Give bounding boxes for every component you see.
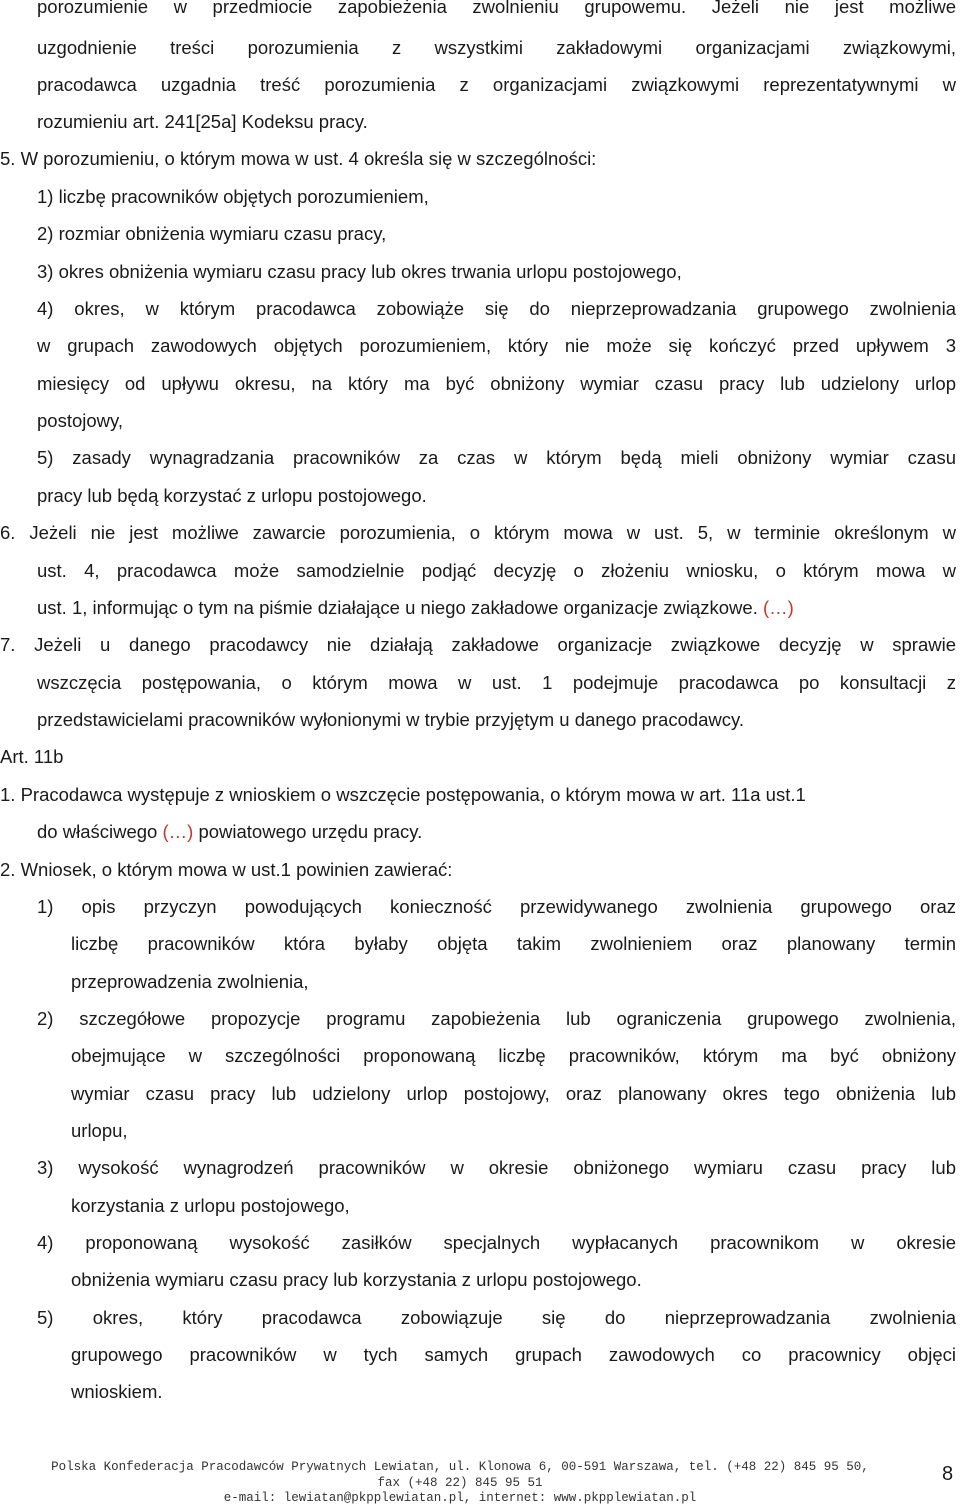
text-line: przeprowadzenia zwolnienia,	[71, 971, 309, 992]
text-segment: ust. 1, informując o tym na piśmie działające u niego zakładowe organizacje związkowe.	[37, 597, 758, 618]
text-line: rozumieniu art. 241[25a] Kodeksu pracy.	[37, 111, 368, 132]
omission-marker: (…)	[762, 597, 794, 618]
list-item: 3) wysokość wynagrodzeń pracowników w okresie obniżonego wymiaru czasu pracy lub	[37, 1157, 956, 1178]
text-line: przedstawicielami pracowników wyłonionymi w trybie przyjętym u danego pracodawcy.	[37, 709, 745, 730]
list-item: 5) okres, który pracodawca zobowiązuje się do nieprzeprowadzania zwolnienia	[37, 1307, 956, 1328]
text-line: obejmujące w szczególności proponowaną liczbę pracowników, którym ma być obniżony	[71, 1045, 956, 1066]
text-line: ust. 4, pracodawca może samodzielnie podjąć decyzję o złożeniu wniosku, o którym mowa w	[37, 560, 956, 581]
text-line: wszczęcia postępowania, o którym mowa w ust. 1 podejmuje pracodawca po konsultacji z	[37, 672, 956, 693]
footer-contact: e-mail: lewiatan@pkpplewiatan.pl, internet: www.pkpplewiatan.pl	[223, 1491, 697, 1505]
section-6-text: 6. Jeżeli nie jest możliwe zawarcie porozumienia, o którym mowa w ust. 5, w terminie określonym w	[0, 522, 956, 543]
article-heading: Art. 11b	[0, 746, 64, 767]
text-line: pracodawca uzgadnia treść porozumienia z organizacjami związkowymi reprezentatywnymi w	[37, 74, 956, 95]
text-line: porozumienie w przedmiocie zapobieżenia zwolnieniu grupowemu. Jeżeli nie jest możliwe	[37, 0, 956, 17]
text-line: urlopu,	[71, 1120, 128, 1141]
section-7-text: 7. Jeżeli u danego pracodawcy nie działają zakładowe organizacje związkowe decyzję w sprawie	[0, 634, 956, 655]
list-item: 4) okres, w którym pracodawca zobowiąże się do nieprzeprowadzania grupowego zwolnienia	[37, 298, 956, 319]
text-line: wymiar czasu pracy lub udzielony urlop postojowy, oraz planowany okres tego obniżenia lub	[71, 1083, 956, 1104]
text-line: w grupach zawodowych objętych porozumieniem, który nie może się kończyć przed upływem 3	[37, 335, 956, 356]
text-line	[37, 821, 422, 843]
list-item: 5) zasady wynagradzania pracowników za czas w którym będą mieli obniżony wymiar czasu	[37, 447, 956, 468]
section-5-heading: 5. W porozumieniu, o którym mowa w ust. 4 określa się w szczególności:	[0, 148, 597, 169]
list-item: 2) rozmiar obniżenia wymiaru czasu pracy,	[37, 223, 387, 244]
footer-fax: fax (+48 22) 845 95 51	[377, 1475, 543, 1490]
text-segment: powiatowego urzędu pracy.	[198, 821, 423, 842]
list-item: 3) okres obniżenia wymiaru czasu pracy lub okres trwania urlopu postojowego,	[37, 261, 682, 282]
text-line: obniżenia wymiaru czasu pracy lub korzystania z urlopu postojowego.	[71, 1269, 642, 1290]
text-line: korzystania z urlopu postojowego,	[71, 1195, 350, 1216]
page-footer	[0, 1460, 920, 1507]
text-line: grupowego pracowników w tych samych grupach zawodowych co pracownicy objęci	[71, 1344, 956, 1365]
list-item: 1) opis przyczyn powodujących konieczność przewidywanego zwolnienia grupowego oraz	[37, 896, 956, 917]
text-line: miesięcy od upływu okresu, na który ma być obniżony wymiar czasu pracy lub udzielony urlop	[37, 373, 956, 394]
article-item: 2. Wniosek, o którym mowa w ust.1 powinien zawierać:	[0, 859, 453, 880]
text-line	[37, 597, 794, 619]
article-item: 1. Pracodawca występuje z wnioskiem o wszczęcie postępowania, o którym mowa w art. 11a ust.1	[0, 784, 806, 805]
footer-address: Polska Konfederacja Pracodawców Prywatnych Lewiatan, ul. Klonowa 6, 00-591 Warszawa, tel. (+48 22) 845 95 50,	[51, 1460, 869, 1474]
list-item: 2) szczegółowe propozycje programu zapobieżenia lub ograniczenia grupowego zwolnienia,	[37, 1008, 956, 1029]
text-line: pracy lub będą korzystać z urlopu postojowego.	[37, 485, 427, 506]
page-number: 8	[942, 1463, 954, 1485]
text-line: wnioskiem.	[71, 1381, 163, 1402]
text-line: uzgodnienie treści porozumienia z wszystkimi zakładowymi organizacjami związkowymi,	[37, 37, 956, 58]
text-segment: do właściwego	[37, 821, 158, 842]
text-line: liczbę pracowników która byłaby objęta takim zwolnieniem oraz planowany termin	[71, 933, 956, 954]
text-line: postojowy,	[37, 410, 124, 431]
omission-marker: (…)	[162, 821, 194, 842]
list-item: 1) liczbę pracowników objętych porozumieniem,	[37, 186, 429, 207]
list-item: 4) proponowaną wysokość zasiłków specjalnych wypłacanych pracownikom w okresie	[37, 1232, 956, 1253]
